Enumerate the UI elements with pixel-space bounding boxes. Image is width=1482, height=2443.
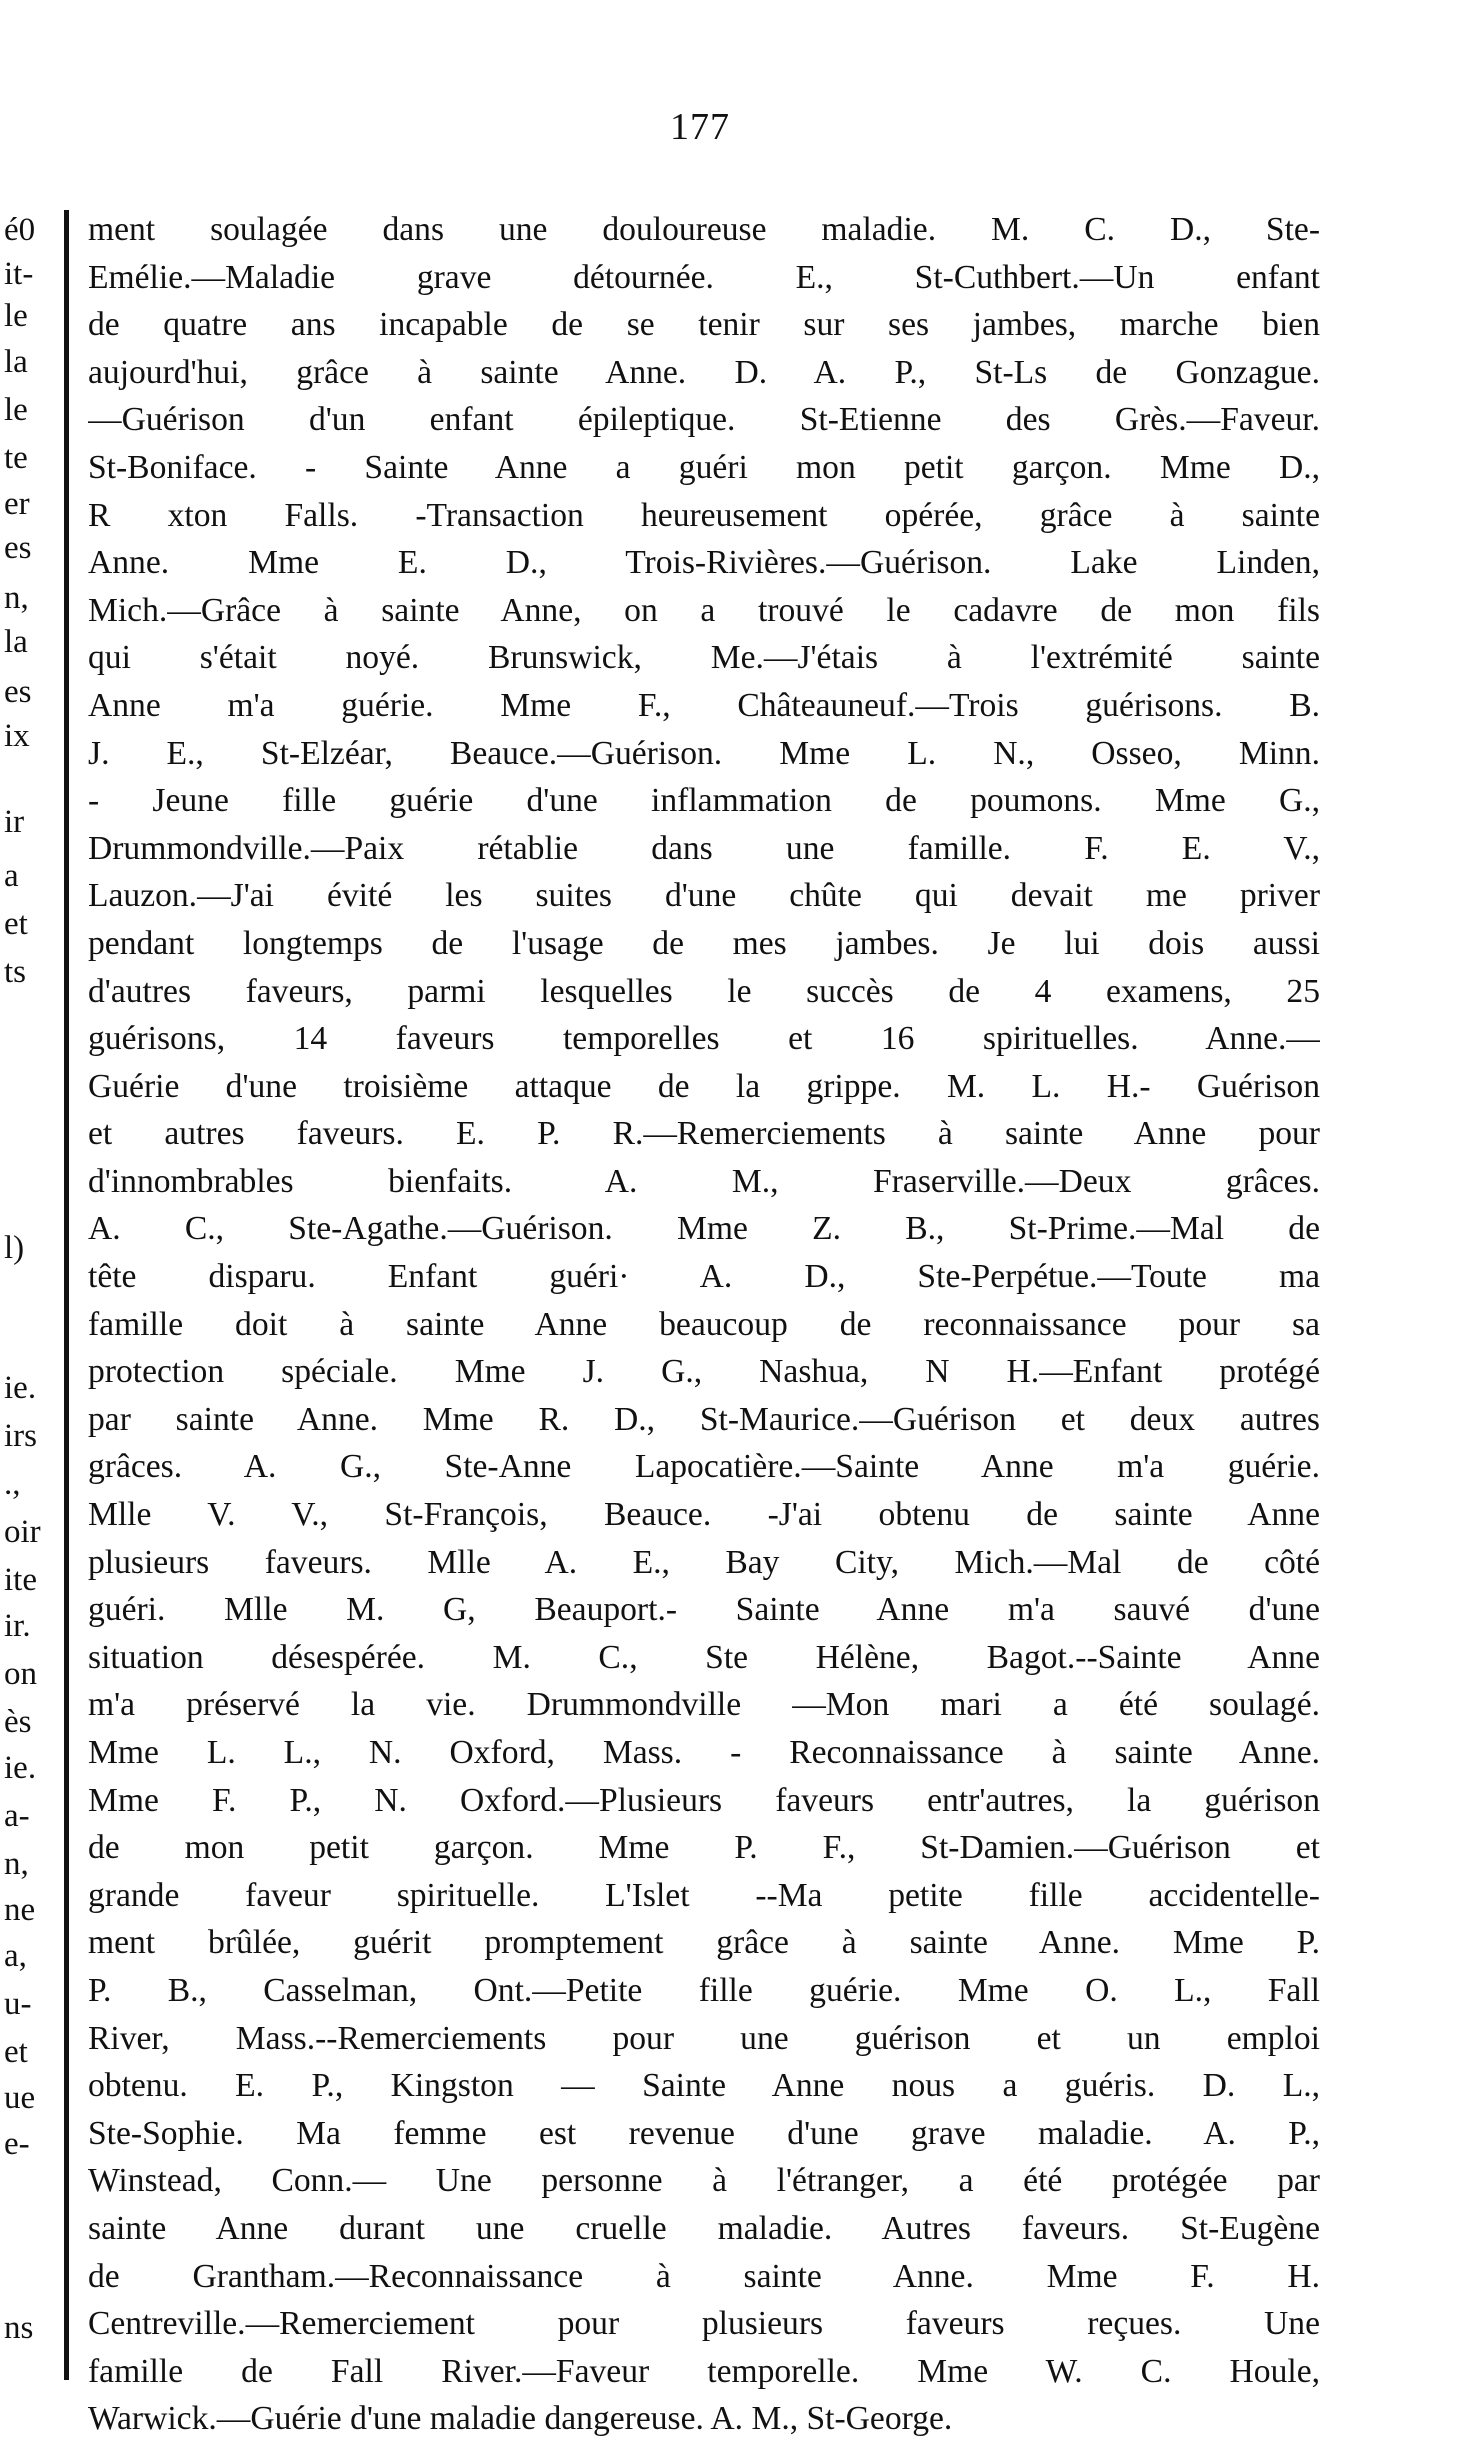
margin-fragment: et bbox=[4, 906, 28, 942]
binding-edge-line bbox=[64, 210, 69, 2380]
text-line: pendant longtemps de l'usage de mes jambes. Je lui dois aussi bbox=[88, 924, 1320, 962]
margin-fragment: ite bbox=[4, 1562, 37, 1598]
margin-fragment: a, bbox=[4, 1938, 27, 1974]
margin-fragment: ue bbox=[4, 2080, 36, 2116]
text-line: qui s'était noyé. Brunswick, Me.—J'étais à l'extrémité sainte bbox=[88, 639, 1320, 677]
text-line: J. E., St-Elzéar, Beauce.—Guérison. Mme L. N., Osseo, Minn. bbox=[88, 734, 1320, 772]
text-line: et autres faveurs. E. P. R.—Remerciements à sainte Anne pour bbox=[88, 1115, 1320, 1153]
margin-fragment: e- bbox=[4, 2126, 30, 2162]
text-line: de mon petit garçon. Mme P. F., St-Damien.—Guérison et bbox=[88, 1829, 1320, 1867]
text-line: Anne m'a guérie. Mme F., Châteauneuf.—Trois guérisons. B. bbox=[88, 686, 1320, 724]
text-line: St-Boniface. - Sainte Anne a guéri mon petit garçon. Mme D., bbox=[88, 448, 1320, 486]
text-line: Drummondville.—Paix rétablie dans une famille. F. E. V., bbox=[88, 829, 1320, 867]
margin-fragment: es bbox=[4, 674, 32, 710]
text-line: —Guérison d'un enfant épileptique. St-Etienne des Grès.—Faveur. bbox=[88, 401, 1320, 439]
margin-fragment: ., bbox=[4, 1466, 21, 1502]
margin-fragment: a bbox=[4, 858, 19, 894]
margin-fragment: ie. bbox=[4, 1750, 37, 1786]
text-line: famille de Fall River.—Faveur temporelle. Mme W. C. Houle, bbox=[88, 2352, 1320, 2390]
text-line: par sainte Anne. Mme R. D., St-Maurice.—Guérison et deux autres bbox=[88, 1400, 1320, 1438]
text-line: Ste-Sophie. Ma femme est revenue d'une grave maladie. A. P., bbox=[88, 2114, 1320, 2152]
text-line: ment soulagée dans une douloureuse maladie. M. C. D., Ste- bbox=[88, 211, 1320, 248]
margin-fragment: la bbox=[4, 624, 28, 660]
margin-fragment: n, bbox=[4, 1846, 29, 1882]
text-line: plusieurs faveurs. Mlle A. E., Bay City, Mich.—Mal de côté bbox=[88, 1543, 1320, 1581]
body-text bbox=[88, 206, 1320, 2443]
text-line: guéri. Mlle M. G, Beauport.- Sainte Anne m'a sauvé d'une bbox=[88, 1591, 1320, 1629]
text-line: Mme L. L., N. Oxford, Mass. - Reconnaissance à sainte Anne. bbox=[88, 1734, 1320, 1771]
margin-fragment: ir. bbox=[4, 1608, 31, 1644]
page-number: 177 bbox=[670, 106, 730, 148]
margin-fragment: on bbox=[4, 1656, 37, 1692]
text-line: famille doit à sainte Anne beaucoup de reconnaissance pour sa bbox=[88, 1305, 1320, 1343]
text-line: situation désespérée. M. C., Ste Hélène, Bagot.--Sainte Anne bbox=[88, 1638, 1320, 1676]
text-line: Emélie.—Maladie grave détournée. E., St-Cuthbert.—Un enfant bbox=[88, 258, 1320, 296]
margin-fragment: la bbox=[4, 344, 28, 380]
text-line: grande faveur spirituelle. L'Islet --Ma petite fille accidentelle- bbox=[88, 1876, 1320, 1914]
margin-fragment: l) bbox=[4, 1230, 25, 1266]
margin-fragment: oir bbox=[4, 1514, 41, 1550]
text-line: aujourd'hui, grâce à sainte Anne. D. A. P., St-Ls de Gonzague. bbox=[88, 353, 1320, 391]
text-line: P. B., Casselman, Ont.—Petite fille guérie. Mme O. L., Fall bbox=[88, 1971, 1320, 2009]
text-line: d'innombrables bienfaits. A. M., Fraserville.—Deux grâces. bbox=[88, 1162, 1320, 1200]
margin-fragment: ix bbox=[4, 718, 30, 754]
text-line: guérisons, 14 faveurs temporelles et 16 spirituelles. Anne.— bbox=[88, 1020, 1320, 1058]
text-line: A. C., Ste-Agathe.—Guérison. Mme Z. B., St-Prime.—Mal de bbox=[88, 1210, 1320, 1248]
text-line: tête disparu. Enfant guéri· A. D., Ste-Perpétue.—Toute ma bbox=[88, 1258, 1320, 1296]
text-line: Winstead, Conn.— Une personne à l'étranger, a été protégée par bbox=[88, 2162, 1320, 2200]
text-line: de Grantham.—Reconnaissance à sainte Anne. Mme F. H. bbox=[88, 2257, 1320, 2295]
text-line: - Jeune fille guérie d'une inflammation de poumons. Mme G., bbox=[88, 782, 1320, 820]
text-line: Anne. Mme E. D., Trois-Rivières.—Guérison. Lake Linden, bbox=[88, 544, 1320, 582]
text-line: Guérie d'une troisième attaque de la grippe. M. L. H.- Guérison bbox=[88, 1067, 1320, 1105]
margin-fragment: le bbox=[4, 392, 28, 428]
margin-fragment: er bbox=[4, 486, 30, 522]
text-line: d'autres faveurs, parmi lesquelles le succès de 4 examens, 25 bbox=[88, 972, 1320, 1010]
margin-fragment: ir bbox=[4, 804, 25, 840]
text-line: Mich.—Grâce à sainte Anne, on a trouvé le cadavre de mon fils bbox=[88, 591, 1320, 629]
text-line: Centreville.—Remerciement pour plusieurs faveurs reçues. Une bbox=[88, 2305, 1320, 2343]
margin-fragment: a- bbox=[4, 1798, 30, 1834]
text-line: sainte Anne durant une cruelle maladie. Autres faveurs. St-Eugène bbox=[88, 2209, 1320, 2247]
margin-fragment: ie. bbox=[4, 1370, 37, 1406]
margin-fragment: ns bbox=[4, 2310, 34, 2346]
text-line: ment brûlée, guérit promptement grâce à sainte Anne. Mme P. bbox=[88, 1924, 1320, 1962]
text-line: Warwick.—Guérie d'une maladie dangereuse. A. M., St-George. bbox=[88, 2400, 953, 2438]
text-line: River, Mass.--Remerciements pour une guérison et un emploi bbox=[88, 2019, 1320, 2057]
margin-fragment: u- bbox=[4, 1986, 32, 2022]
margin-fragment: irs bbox=[4, 1418, 37, 1454]
left-margin-column bbox=[0, 210, 62, 2370]
margin-fragment: te bbox=[4, 440, 28, 476]
margin-fragment: es bbox=[4, 530, 32, 566]
text-line: protection spéciale. Mme J. G., Nashua, N H.—Enfant protégé bbox=[88, 1353, 1320, 1391]
text-line: Mme F. P., N. Oxford.—Plusieurs faveurs entr'autres, la guérison bbox=[88, 1781, 1320, 1819]
text-line: obtenu. E. P., Kingston — Sainte Anne nous a guéris. D. L., bbox=[88, 2067, 1320, 2105]
text-line: de quatre ans incapable de se tenir sur ses jambes, marche bien bbox=[88, 306, 1320, 344]
text-line: R xton Falls. -Transaction heureusement opérée, grâce à sainte bbox=[88, 496, 1320, 534]
text-line: grâces. A. G., Ste-Anne Lapocatière.—Sainte Anne m'a guérie. bbox=[88, 1448, 1320, 1486]
margin-fragment: it- bbox=[4, 256, 34, 292]
margin-fragment: ès bbox=[4, 1704, 32, 1740]
margin-fragment: n, bbox=[4, 580, 29, 616]
margin-fragment: le bbox=[4, 298, 28, 334]
text-line: Lauzon.—J'ai évité les suites d'une chûte qui devait me priver bbox=[88, 877, 1320, 915]
margin-fragment: ts bbox=[4, 954, 27, 990]
text-line: m'a préservé la vie. Drummondville —Mon mari a été soulagé. bbox=[88, 1686, 1320, 1724]
text-line: Mlle V. V., St-François, Beauce. -J'ai obtenu de sainte Anne bbox=[88, 1496, 1320, 1534]
margin-fragment: ne bbox=[4, 1892, 36, 1928]
margin-fragment: et bbox=[4, 2034, 28, 2070]
margin-fragment: é0 bbox=[4, 212, 36, 248]
